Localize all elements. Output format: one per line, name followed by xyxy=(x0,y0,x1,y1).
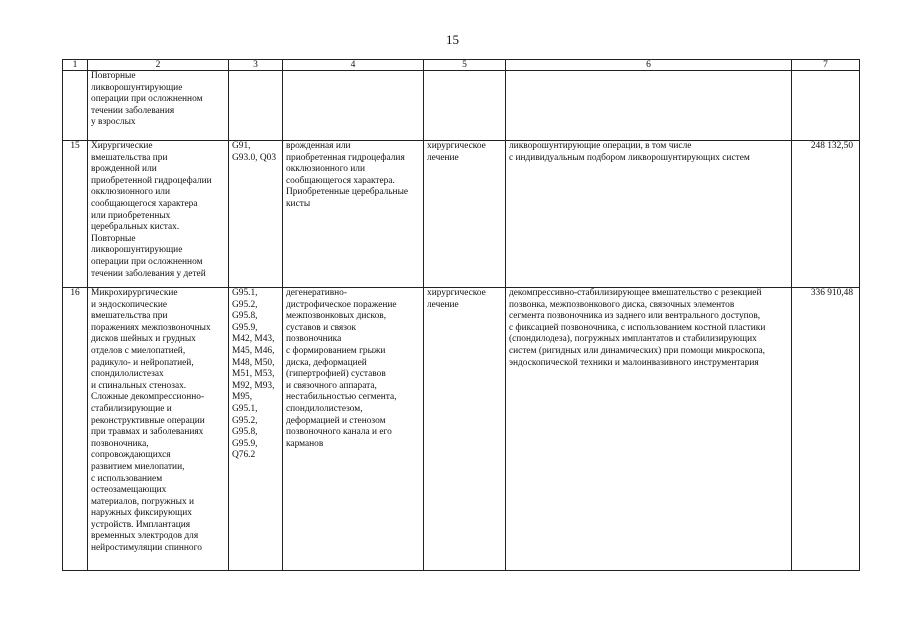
treatment-method: ликворошунтирующие операции, в том числе с индивидуальным подбором ликворошунтирующих систем xyxy=(506,141,792,288)
icd-codes: G95.1, G95.2, G95.8, G95.9, M42, M43, M45, M46, M48, M50, M51, M53, M92, M93, M95, G95.1, G95.2, G95.8, G95.9, Q76.2 xyxy=(229,288,283,571)
medical-services-table xyxy=(62,59,860,571)
row-number: 16 xyxy=(63,288,88,571)
treatment-type: хирургическое лечение xyxy=(424,141,506,288)
service-name: Повторные ликворошунтирующие операции при осложненном течении заболевания у взрослых xyxy=(88,71,229,141)
service-name: Микрохирургические и эндоскопические вмешательства при поражениях межпозвоночных дисков шейных и грудных отделов с миелопатией, радикуло- и нейропатией, спондилолистезах и спинальных стенозах. Сложные декомпрессионно- стабилизирующие и реконструктивные операции при травмах и заболеваниях позвоночника, сопровождающихся развитием миелопатии, с использованием остеозамещающих материалов, погружных и наружных фиксирующих устройств. Имплантация временных электродов для нейростимуляции спинного xyxy=(88,288,229,571)
diagnosis: врожденная или приобретенная гидроцефалия окклюзионного или сообщающегося характера. Приобретенные церебральные кисты xyxy=(283,141,424,288)
row-number: 15 xyxy=(63,141,88,288)
treatment-type xyxy=(424,71,506,141)
column-header: 6 xyxy=(506,60,792,71)
price: 336 910,48 xyxy=(792,288,860,571)
diagnosis xyxy=(283,71,424,141)
icd-codes xyxy=(229,71,283,141)
icd-codes: G91, G93.0, Q03 xyxy=(229,141,283,288)
table-row xyxy=(63,141,860,288)
column-header: 2 xyxy=(88,60,229,71)
column-number-row xyxy=(63,60,860,71)
column-header: 1 xyxy=(63,60,88,71)
column-header: 3 xyxy=(229,60,283,71)
column-header: 5 xyxy=(424,60,506,71)
column-header: 7 xyxy=(792,60,860,71)
diagnosis: дегенеративно- дистрофическое поражение межпозвонковых дисков, суставов и связок позвоночника с формированием грыжи диска, деформацией (гипертрофией) суставов и связочного аппарата, нестабильностью сегмента, спондилолистезом, деформацией и стенозом позвоночного канала и его карманов xyxy=(283,288,424,571)
page-number: 15 xyxy=(446,32,459,47)
price xyxy=(792,71,860,141)
price: 248 132,50 xyxy=(792,141,860,288)
service-name: Хирургические вмешательства при врожденной или приобретенной гидроцефалии окклюзионного или сообщающегося характера или приобретенных церебральных кистах. Повторные ликворошунтирующие операции при осложненном течении заболевания у детей xyxy=(88,141,229,288)
row-number xyxy=(63,71,88,141)
table-row xyxy=(63,288,860,571)
table-row xyxy=(63,71,860,141)
treatment-method xyxy=(506,71,792,141)
column-header: 4 xyxy=(283,60,424,71)
treatment-method: декомпрессивно-стабилизирующее вмешательство с резекцией позвонка, межпозвонкового диска, связочных элементов сегмента позвоночника из заднего или вентрального доступов, с фиксацией позвоночника, с использованием костной пластики (спондилодеза), погружных имплантатов и стабилизирующих систем (ригидных или динамических) при помощи микроскопа, эндоскопической техники и малоинвазивного инструментария xyxy=(506,288,792,571)
treatment-type: хирургическое лечение xyxy=(424,288,506,571)
